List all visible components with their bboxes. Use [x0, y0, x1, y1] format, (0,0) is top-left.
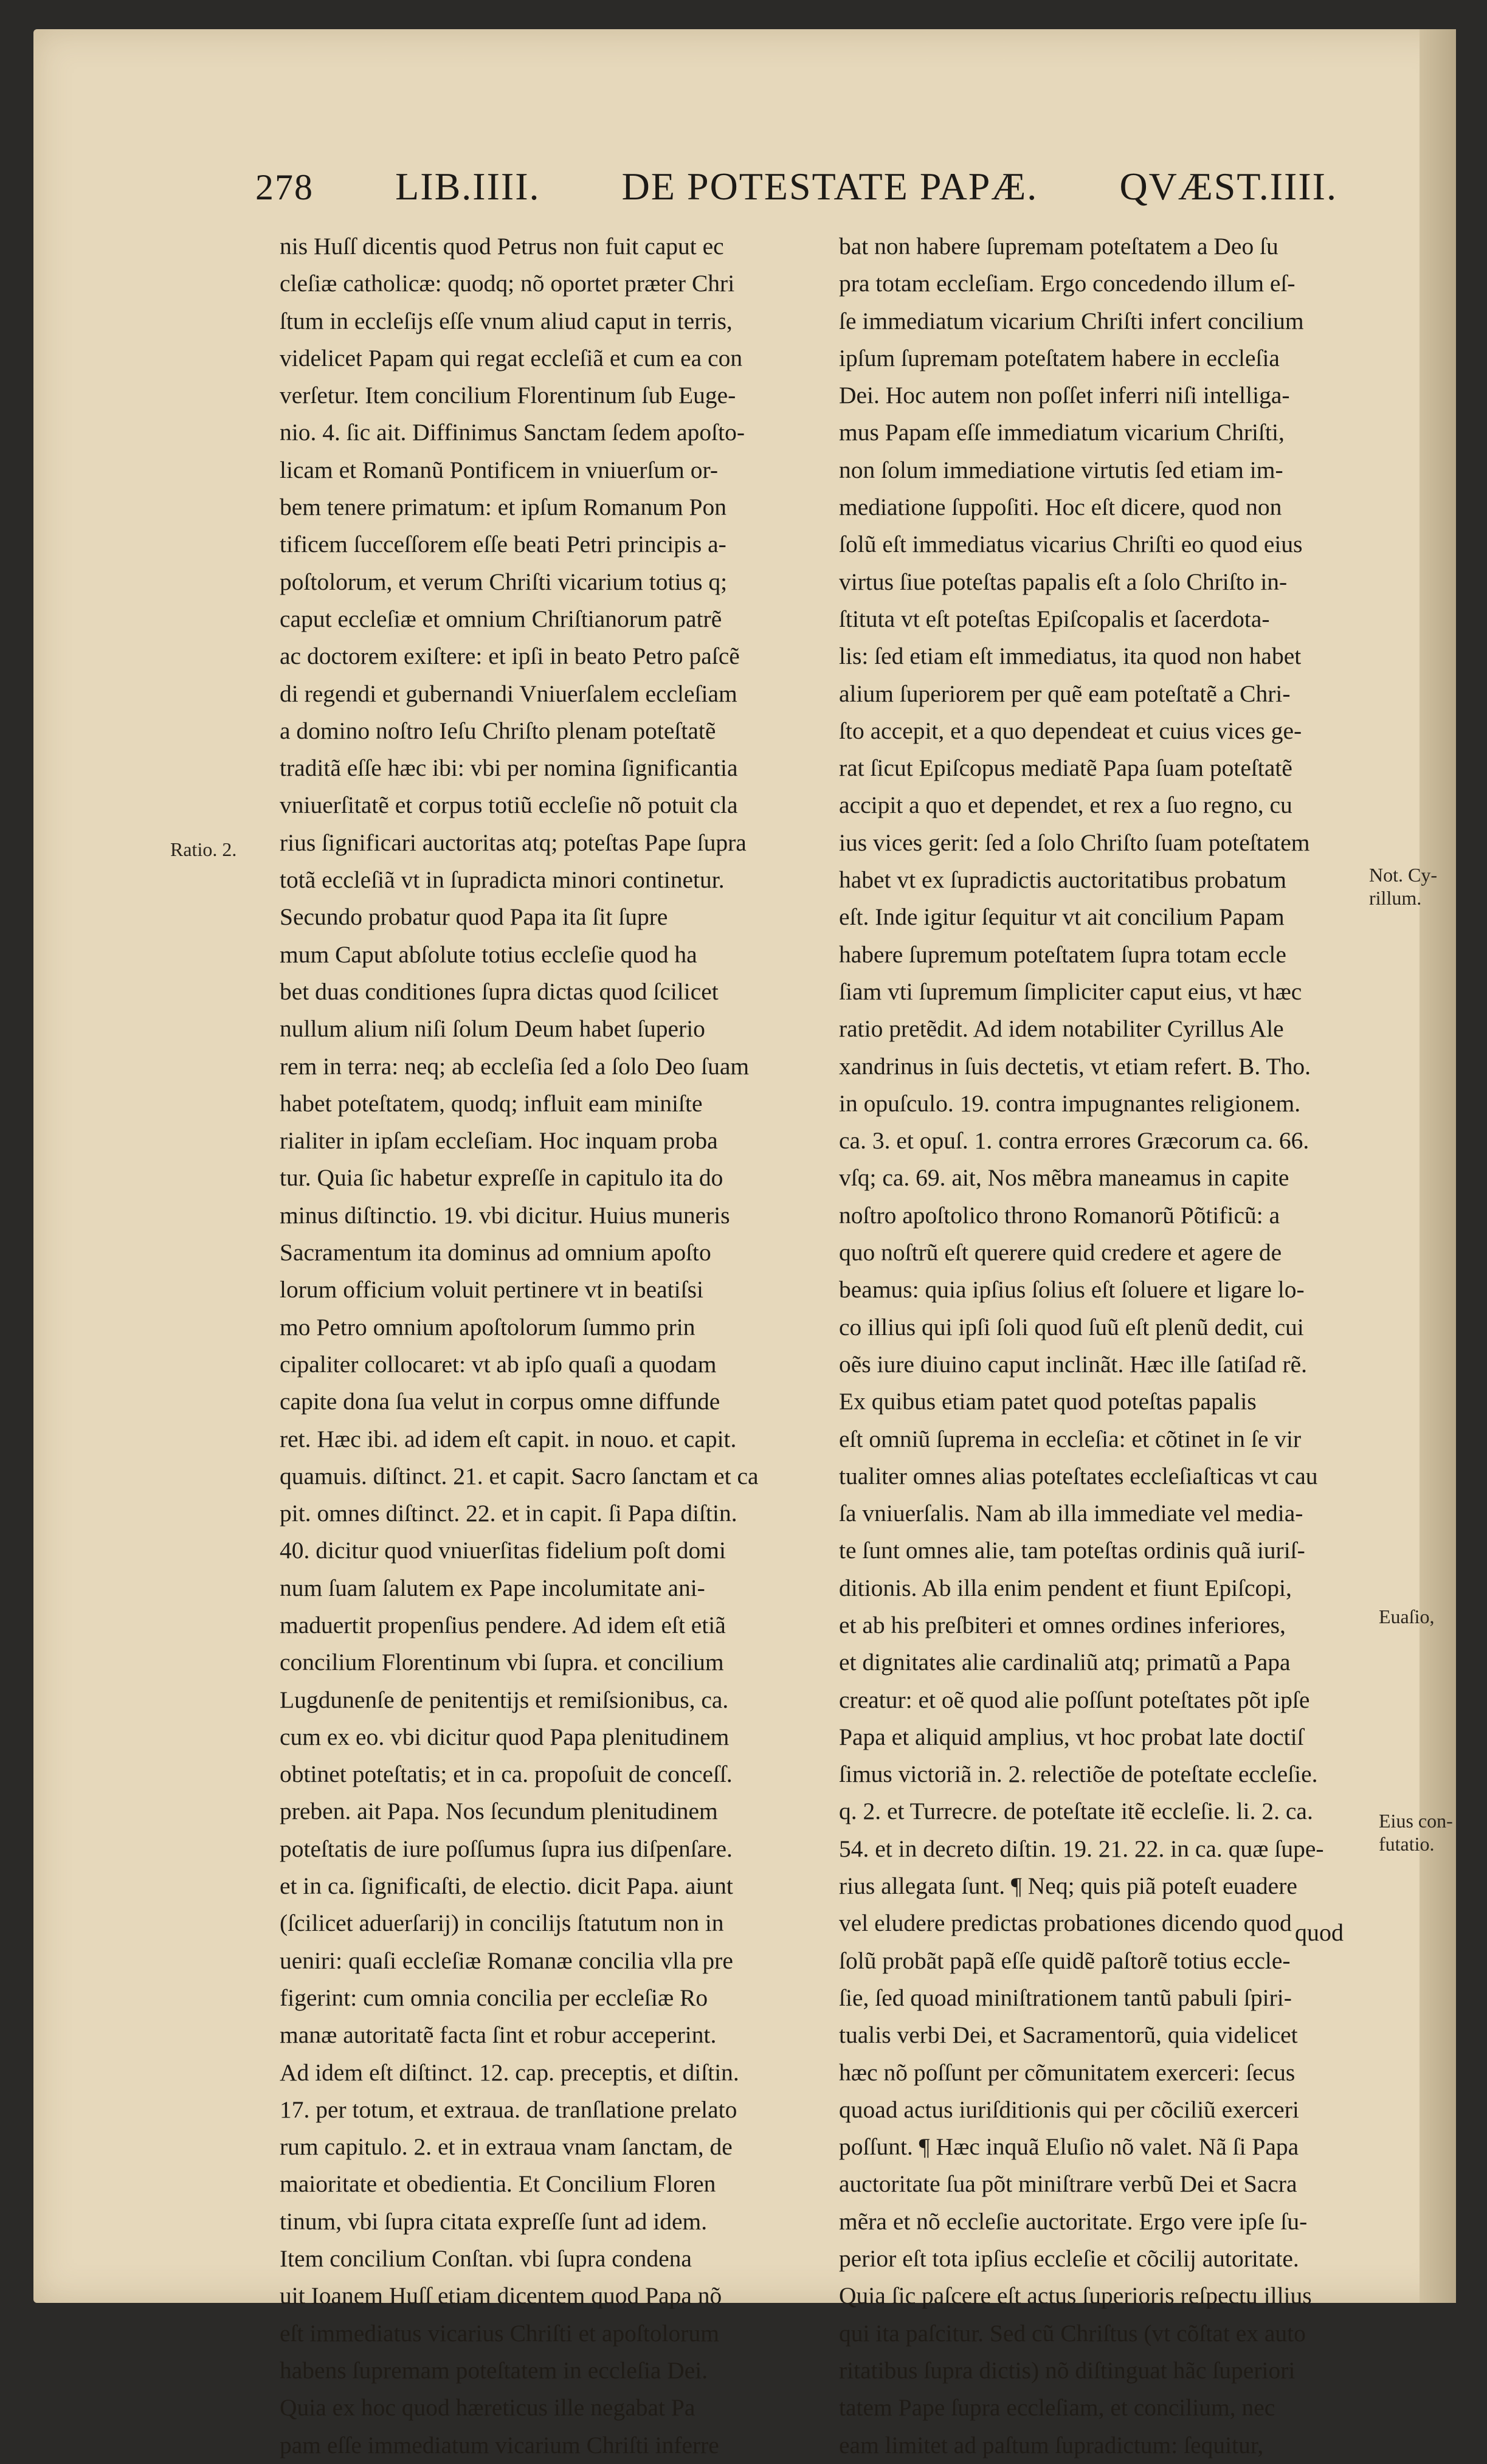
text-line: virtus ſiue poteſtas papalis eſt a ſolo Chriſto in- [839, 568, 1288, 595]
text-line: poſſunt. ¶ Hæc inquã Eluſio nõ valet. Nã ſi Papa [839, 2133, 1299, 2161]
text-line: ſolũ eſt immediatus vicarius Chriſti eo quod eius [839, 531, 1303, 558]
text-line: mẽra et nõ eccleſie auctoritate. Ergo vere ipſe ſu- [839, 2207, 1308, 2235]
text-line: habens ſupremam poteſtatem in eccleſia Dei. [280, 2356, 708, 2384]
margin-note-ratio: Ratio. 2. [170, 838, 237, 860]
text-line: Quia ſic paſcere eſt actus ſuperioris reſpectu illius [839, 2282, 1312, 2310]
text-line: tur. Quia ſic habetur expreſſe in capitulo ita do [280, 1164, 723, 1192]
text-line: figerint: cum omnia concilia per eccleſiæ Ro [280, 1984, 708, 2011]
text-line: cleſiæ catholicæ: quodq; nõ oportet præter Chri [280, 270, 735, 297]
question-label: QVÆST.IIII. [1119, 165, 1337, 208]
text-line: vniuerſitatẽ et corpus totiũ eccleſie nõ potuit cla [280, 792, 738, 819]
text-line: alium ſuperiorem per quẽ eam poteſtatẽ a Chri- [839, 680, 1291, 707]
text-line: oẽs iure diuino caput inclinãt. Hæc ille ſatiſad rẽ. [839, 1350, 1308, 1378]
text-line: licam et Romanũ Pontificem in vniuerſum or- [280, 456, 719, 483]
text-line: rat ſicut Epiſcopus mediatẽ Papa ſuam poteſtatẽ [839, 754, 1292, 782]
facing-page-edge [1420, 29, 1456, 2303]
text-line: ſolũ probãt papã eſſe quidẽ paſtorẽ totius eccle- [839, 1947, 1291, 1974]
text-line: verſetur. Item concilium Florentinum ſub Euge- [280, 382, 736, 409]
text-line: co illius qui ipſi ſoli quod ſuũ eſt plenũ dedit, cui [839, 1313, 1304, 1341]
text-line: rum capitulo. 2. et in extraua vnam ſanctam, de [280, 2133, 733, 2161]
text-line: Dei. Hoc autem non poſſet inferri niſi intelliga- [839, 382, 1290, 409]
text-line: eam limitet ad paſtum ſupradictum: ſequitur, [839, 2431, 1264, 2459]
text-line: te ſunt omnes alie, tam poteſtas ordinis quã iuriſ- [839, 1537, 1305, 1564]
text-line: ius vices gerit: ſed a ſolo Chriſto ſuam poteſtatem [839, 829, 1310, 856]
text-line: ditionis. Ab illa enim pendent et fiunt Epiſcopi, [839, 1574, 1292, 1601]
text-line: ipſum ſupremam poteſtatem habere in eccleſia [839, 344, 1280, 371]
text-line: xandrinus in ſuis dectetis, vt etiam refert. B. Tho. [839, 1052, 1311, 1080]
text-line: minus diſtinctio. 19. vbi dicitur. Huius muneris [280, 1201, 730, 1229]
text-line: noſtro apoſtolico throno Romanorũ Põtificũ: a [839, 1201, 1280, 1229]
text-line: auctoritate ſua põt miniſtrare verbũ Dei et Sacra [839, 2170, 1297, 2198]
text-line: 40. dicitur quod vniuerſitas fidelium poſt domi [280, 1537, 726, 1564]
text-line: non ſolum immediatione virtutis ſed etiam im- [839, 456, 1283, 483]
margin-note-euasio: Euaſio, [1379, 1606, 1435, 1627]
text-line: ſie, ſed quoad miniſtrationem tantũ pabuli ſpiri- [839, 1984, 1292, 2011]
text-line: traditã eſſe hæc ibi: vbi per nomina ſignificantia [280, 754, 738, 782]
text-line: manæ autoritatẽ facta ſint et robur acceperint. [280, 2021, 717, 2049]
text-line: lis: ſed etiam eſt immediatus, ita quod non habet [839, 643, 1302, 670]
text-line: obtinet poteſtatis; et in ca. propoſuit de conceſſ. [280, 1761, 733, 1788]
text-line: di regendi et gubernandi Vniuerſalem eccleſiam [280, 680, 737, 707]
text-line: mum Caput abſolute totius eccleſie quod ha [280, 940, 697, 968]
text-line: in opuſculo. 19. contra impugnantes religionem. [839, 1089, 1301, 1117]
text-line: eſt immediatus vicarius Chriſti et apoſtolorum [280, 2319, 719, 2347]
text-line: habere ſupremum poteſtatem ſupra totam eccle [839, 940, 1286, 968]
text-line: cipaliter collocaret: vt ab ipſo quaſi a quodam [280, 1350, 717, 1378]
text-line: Quia ex hoc quod hæreticus ille negabat Pa [280, 2394, 695, 2421]
text-line: poteſtatis de iure poſſumus ſupra ius diſpenſare. [280, 1835, 733, 1862]
text-line: ca. 3. et opuſ. 1. contra errores Græcorum ca. 66. [839, 1127, 1309, 1154]
text-line: cum ex eo. vbi dicitur quod Papa plenitudinem [280, 1723, 730, 1750]
text-line: habet vt ex ſupradictis auctoritatibus probatum [839, 866, 1287, 894]
running-head [255, 164, 1337, 219]
text-line: videlicet Papam qui regat eccleſiã et cum ea con [280, 344, 743, 371]
text-line: rius allegata ſunt. ¶ Neq; quis piã poteſt euadere [839, 1872, 1297, 1900]
text-line: et ab his preſbiteri et omnes ordines inferiores, [839, 1611, 1286, 1638]
text-line: mus Papam eſſe immediatum vicarium Chriſti, [839, 419, 1285, 446]
text-line: pit. omnes diſtinct. 22. et in capit. ſi Papa diſtin. [280, 1500, 737, 1527]
margin-note-cyrillum: Not. Cy- rillum. [1369, 864, 1437, 909]
text-line: Papa et aliquid amplius, vt hoc probat late doctiſ [839, 1723, 1304, 1750]
text-line: totã eccleſiã vt in ſupradicta minori continetur. [280, 866, 725, 894]
text-line: num ſuam ſalutem ex Pape incolumitate ani- [280, 1574, 705, 1601]
folio-number: 278 [255, 167, 314, 207]
text-line: ſiam vti ſupremum ſimpliciter caput eius, vt hæc [839, 978, 1302, 1005]
margin-note-confutatio: Eius con- futatio. [1379, 1810, 1453, 1855]
text-line: ritatibus ſupra dictis) nõ diſtinguat hãc ſuperiori [839, 2356, 1296, 2384]
text-line: nis Huſſ dicentis quod Petrus non fuit caput ec [280, 233, 724, 260]
text-line: ſe immediatum vicarium Chriſti infert concilium [839, 307, 1304, 334]
text-line: ſto accepit, et a quo dependeat et cuius vices ge- [839, 717, 1302, 744]
text-line: maduertit propenſius pendere. Ad idem eſt etiã [280, 1611, 726, 1638]
book-label: LIB.IIII. [395, 165, 540, 208]
text-line: nullum alium niſi ſolum Deum habet ſuperio [280, 1015, 705, 1043]
text-line: tualiter omnes alias poteſtates eccleſiaſticas vt cau [839, 1462, 1318, 1489]
text-line: habet poteſtatem, quodq; influit eam miniſte [280, 1089, 703, 1117]
text-line: ac doctorem exiſtere: et ipſi in beato Petro paſcẽ [280, 643, 740, 670]
text-line: tinum, vbi ſupra citata expreſſe ſunt ad idem. [280, 2207, 708, 2235]
text-line: perior eſt tota ipſius eccleſie et cõcilij autoritate. [839, 2245, 1299, 2272]
text-line: eſt. Inde igitur ſequitur vt ait concilium Papam [839, 903, 1285, 931]
text-line: capite dona ſua velut in corpus omne diffunde [280, 1388, 720, 1415]
text-line: (ſcilicet aduerſarij) in concilijs ſtatutum non in [280, 1910, 724, 1937]
text-line: ueniri: quaſi eccleſiæ Romanæ concilia vlla pre [280, 1947, 733, 1974]
text-line: eſt omniũ ſuprema in eccleſia: et cõtinet in ſe vir [839, 1425, 1302, 1452]
text-line: qui ita paſcitur. Sed cũ Chriſtus (vt cõſtat ex auto [839, 2319, 1306, 2347]
text-line: vſq; ca. 69. ait, Nos mẽbra maneamus in capite [839, 1164, 1289, 1192]
text-line: Ad idem eſt diſtinct. 12. cap. preceptis, et diſtin. [280, 2059, 739, 2086]
text-line: pra totam eccleſiam. Ergo concedendo illum eſ- [839, 270, 1296, 297]
text-line: bem tenere primatum: et ipſum Romanum Pon [280, 494, 727, 521]
running-title: DE POTESTATE PAPÆ. [621, 165, 1038, 208]
text-line: ſimus victoriã in. 2. relectiõe de poteſtate eccleſie. [839, 1761, 1318, 1788]
text-line: et dignitates alie cardinaliũ atq; primatũ a Papa [839, 1649, 1291, 1676]
text-line: ratio pretẽdit. Ad idem notabiliter Cyrillus Ale [839, 1015, 1284, 1043]
text-line: maioritate et obedientia. Et Concilium Floren [280, 2170, 716, 2198]
text-line: vel eludere predictas probationes dicendo quod [839, 1910, 1292, 1937]
text-line: ſtituta vt eſt poteſtas Epiſcopalis et ſacerdota- [839, 605, 1270, 632]
right-text-column [839, 228, 1362, 2464]
text-line: q. 2. et Turrecre. de poteſtate itẽ eccleſie. li. 2. ca. [839, 1798, 1313, 1825]
text-line: concilium Florentinum vbi ſupra. et concilium [280, 1649, 724, 1676]
text-line: ſtum in eccleſijs eſſe vnum aliud caput in terris, [280, 307, 733, 334]
text-line: bat non habere ſupremam poteſtatem a Deo ſu [839, 233, 1278, 260]
text-line: ret. Hæc ibi. ad idem eſt capit. in nouo. et capit. [280, 1425, 737, 1452]
text-line: 54. et in decreto diſtin. 19. 21. 22. in ca. quæ ſupe- [839, 1835, 1324, 1862]
text-line: et in ca. ſignificaſti, de electio. dicit Papa. aiunt [280, 1872, 733, 1900]
text-line: rius ſignificari auctoritas atq; poteſtas Pape ſupra [280, 829, 747, 856]
text-line: 17. per totum, et extraua. de tranſlatione prelato [280, 2096, 737, 2123]
text-line: a domino noſtro Ieſu Chriſto plenam poteſtatẽ [280, 717, 716, 744]
text-line: ſa vniuerſalis. Nam ab illa immediate vel media- [839, 1500, 1303, 1527]
text-line: rialiter in ipſam eccleſiam. Hoc inquam proba [280, 1127, 718, 1154]
text-line: tualis verbi Dei, et Sacramentorũ, quia videlicet [839, 2021, 1298, 2049]
text-line: rem in terra: neq; ab eccleſia ſed a ſolo Deo ſuam [280, 1052, 750, 1080]
text-line: Secundo probatur quod Papa ita ſit ſupre [280, 903, 668, 931]
text-line: bet duas conditiones ſupra dictas quod ſcilicet [280, 978, 719, 1005]
text-line: tificem ſucceſſorem eſſe beati Petri principis a- [280, 531, 726, 558]
text-line: uit Ioanem Huſſ etiam dicentem quod Papa nõ [280, 2282, 722, 2310]
text-line: creatur: et oẽ quod alie poſſunt poteſtates põt ipſe [839, 1686, 1310, 1713]
text-line: Item concilium Conſtan. vbi ſupra condena [280, 2245, 692, 2272]
text-line: Sacramentum ita dominus ad omnium apoſto [280, 1239, 711, 1266]
text-line: Ex quibus etiam patet quod poteſtas papalis [839, 1388, 1257, 1415]
left-text-column [280, 228, 802, 2464]
text-line: Lugdunenſe de penitentijs et remiſsionibus, ca. [280, 1686, 729, 1713]
text-line: tatem Pape ſupra eccleſiam, et concilium, nec [839, 2394, 1275, 2421]
text-line: beamus: quia ipſius ſolius eſt ſoluere et ligare lo- [839, 1276, 1305, 1303]
text-line: mo Petro omnium apoſtolorum ſummo prin [280, 1313, 695, 1341]
text-line: pam eſſe immediatum vicarium Chriſti inferre [280, 2431, 719, 2459]
catchword: quod [1295, 1919, 1344, 1946]
text-line: quamuis. diſtinct. 21. et capit. Sacro ſanctam et ca [280, 1462, 759, 1489]
text-line: nio. 4. ſic ait. Diffinimus Sanctam ſedem apoſto- [280, 419, 745, 446]
text-line: accipit a quo et dependet, et rex a ſuo regno, cu [839, 792, 1292, 819]
text-line: poſtolorum, et verum Chriſti vicarium totius q; [280, 568, 728, 595]
text-line: mediatione ſuppoſiti. Hoc eſt dicere, quod non [839, 494, 1282, 521]
text-line: preben. ait Papa. Nos ſecundum plenitudinem [280, 1798, 718, 1825]
text-line: caput eccleſiæ et omnium Chriſtianorum patrẽ [280, 605, 722, 632]
text-line: quo noſtrũ eſt querere quid credere et agere de [839, 1239, 1282, 1266]
text-line: hæc nõ poſſunt per cõmunitatem exerceri: ſecus [839, 2059, 1296, 2086]
text-line: lorum officium voluit pertinere vt in beatiſsi [280, 1276, 703, 1303]
text-line: quoad actus iuriſditionis qui per cõciliũ exerceri [839, 2096, 1299, 2123]
